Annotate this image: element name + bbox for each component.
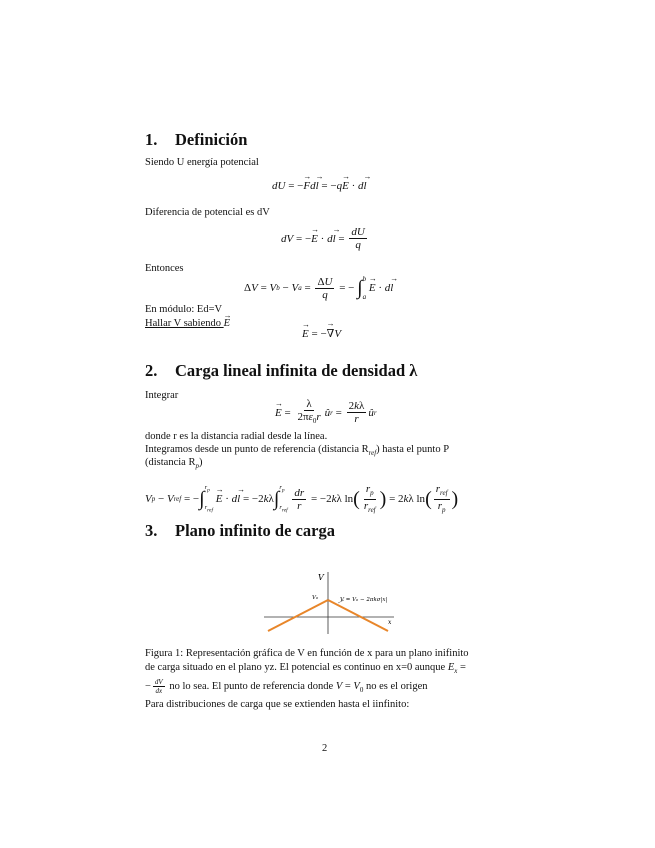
- paragraph-entonces: Entonces: [145, 263, 184, 274]
- v0-label: V₀: [312, 595, 319, 601]
- section-number: 1.: [145, 130, 158, 149]
- equation-delta-v: Δ V = V b − V a = $\frac{\Delta U}{q}$ = − ∫ b a → E · d → l: [244, 270, 393, 306]
- y-axis-label: V: [318, 573, 324, 582]
- section-title: Definición: [175, 130, 248, 149]
- equation-dv: dV = − → E · d → l = $\frac{dU}{q}$: [281, 226, 369, 251]
- integramos-text-b: ) hasta el punto P: [376, 444, 450, 455]
- section-heading-3: [145, 521, 335, 541]
- paragraph-siendo: Siendo U energía potencial: [145, 157, 259, 168]
- section-heading-2: [145, 361, 417, 381]
- paragraph-distribuciones: Para distribuciones de carga que se extienden hasta el iinfinito:: [145, 699, 410, 710]
- section-title: Plano infinito de carga: [175, 521, 335, 540]
- figure-caption: [145, 647, 510, 698]
- paragraph-integramos-1: Integramos desde un punto de referencia (distancia $R_{ref}$) hasta el punto P: [145, 444, 450, 458]
- caption-line-1: Figura 1: Representación gráfica de V en función de x para un plano inifinito: [145, 648, 469, 659]
- caption-line-3a: no lo sea. El punto de referencia donde: [169, 681, 334, 692]
- x-axis-label: x: [388, 619, 392, 626]
- potential-line-right: [328, 600, 388, 631]
- potential-line-left: [268, 600, 328, 631]
- page-number: 2: [322, 743, 328, 754]
- figure-plane-potential: [260, 568, 400, 638]
- distancia-text: (distancia R: [145, 457, 196, 468]
- paragraph-donde: donde r es la distancia radial desde la línea.: [145, 431, 328, 442]
- paragraph-diferencia: Diferencia de potencial es dV: [145, 207, 270, 218]
- paragraph-integramos-2: (distancia $R_p$): [145, 457, 203, 471]
- paragraph-modulo: En módulo: Ed=V: [145, 304, 223, 315]
- hallar-text: Hallar V sabiendo: [145, 318, 222, 329]
- equation-du: dU = − → F d → l = − q → E · d → l: [272, 180, 367, 192]
- distancia-text-b: ): [198, 457, 203, 468]
- equation-gradient: → E = − → ∇ V: [302, 327, 341, 340]
- equation-potential-line: V p − V ref = − ∫ $r_p$ $r_{ref}$ → E · d → l = −2 k λ ∫ $r_p$ $r_{ref}$ $\frac{dr}{r}$ = −2 k λ ln ( $\frac{r_p}{r_{ref}}$ ) = 2 k λ ln ( $\frac{r_{ref}}{r_p}$ ): [145, 479, 458, 520]
- formula-label: V = V₀ − 2πkσ|x|: [340, 597, 388, 603]
- caption-line-2-text: de carga situado en el plano yz. El potencial es continuo en x=0 aunque: [145, 661, 446, 673]
- caption-line-2: de carga situado en el plano yz. El potencial es continuo en x=0 aunque $E_x$ =: [145, 661, 466, 675]
- caption-line-3: − $\frac{dV}{dx}$ no lo sea. El punto de referencia donde $V = V_0$ no es el origen: [145, 678, 428, 696]
- section-heading-1: [145, 130, 247, 150]
- paragraph-hallar: Hallar V sabiendo → E: [145, 317, 230, 331]
- section-number: 3.: [145, 521, 158, 540]
- paragraph-integrar: Integrar: [145, 390, 179, 401]
- integramos-text: Integramos desde un punto de referencia (distancia R: [145, 444, 369, 455]
- section-title: Carga lineal infinita de densidad λ: [175, 361, 418, 380]
- caption-line-3b: no es el origen: [365, 681, 428, 692]
- equation-field-line: → E = $\frac{\lambda}{2\pi\varepsilon_0r}$ û r = $\frac{2k\lambda}{r}$ û r: [275, 398, 377, 427]
- section-number: 2.: [145, 361, 158, 380]
